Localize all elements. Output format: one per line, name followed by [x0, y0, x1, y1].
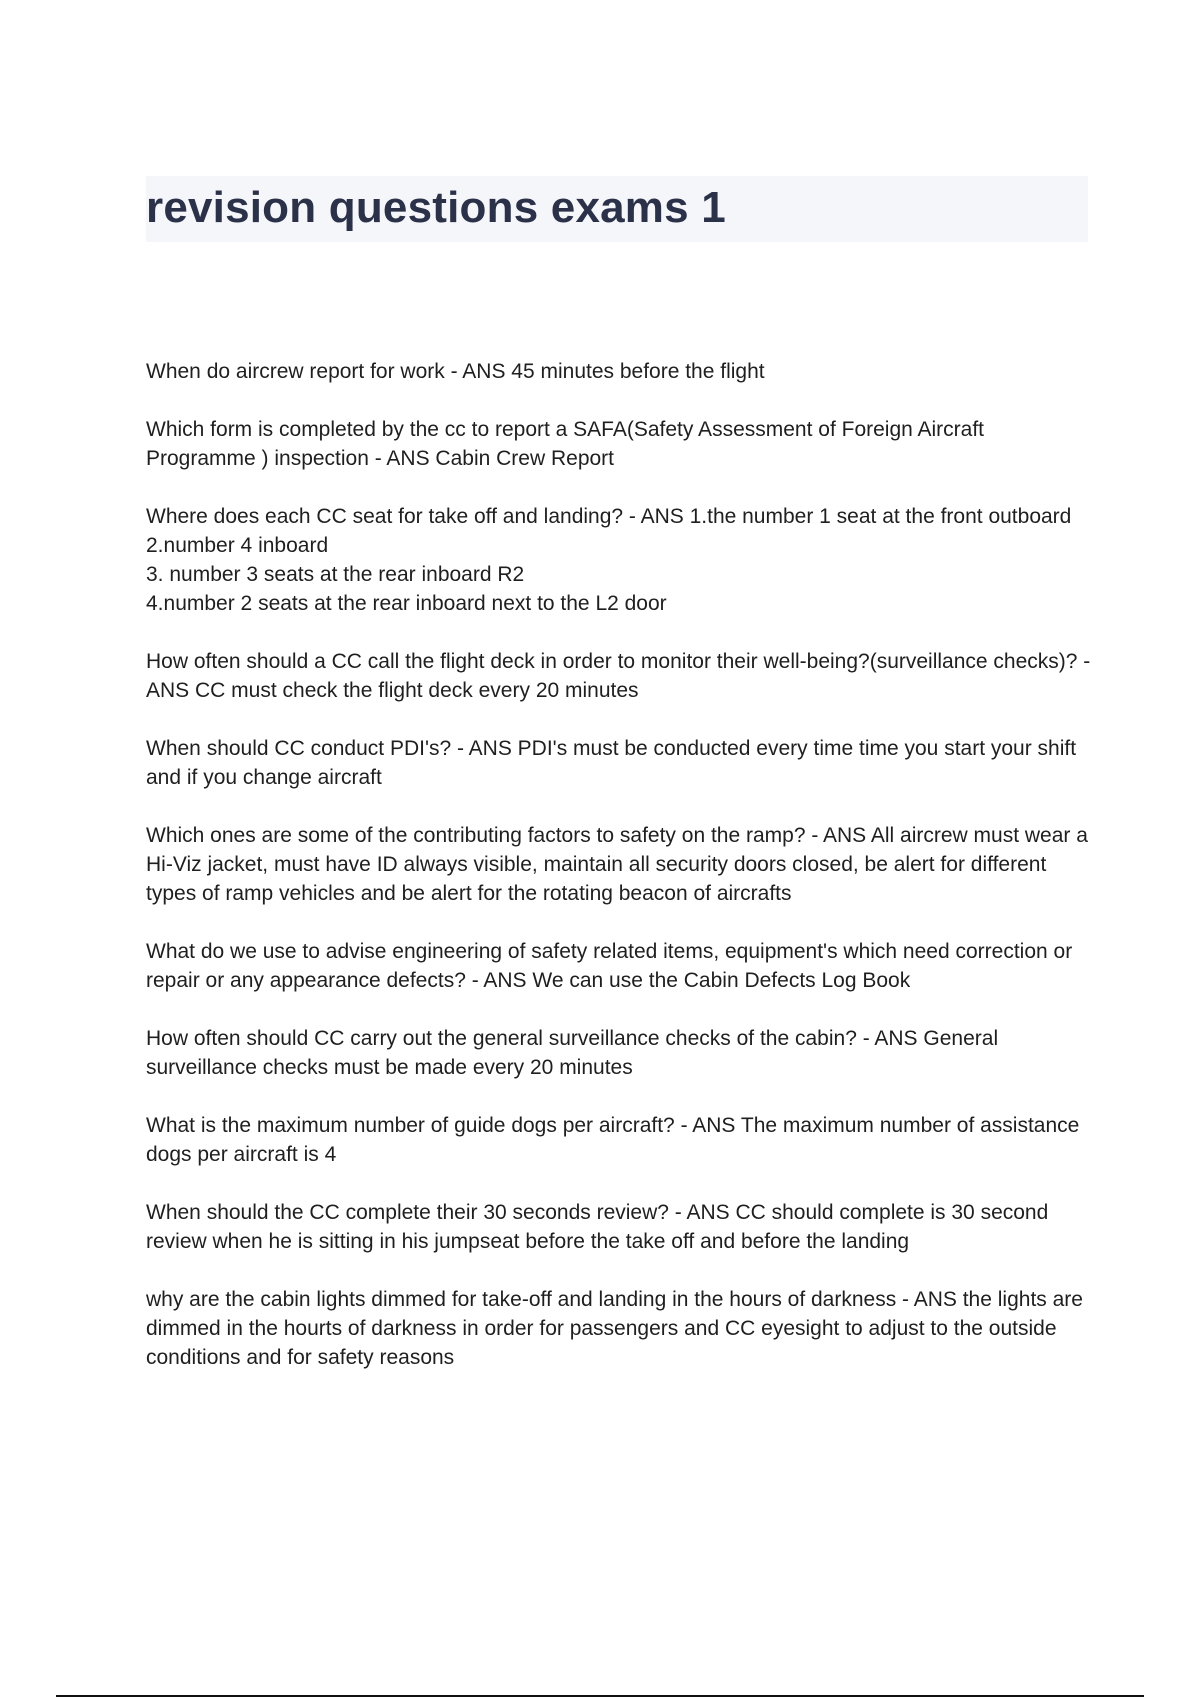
qa-item: Which ones are some of the contributing factors to safety on the ramp? - ANS All aircrew must wear a Hi-Viz jacket, must have ID always visible, maintain all security doors closed, be alert for different types of ramp vehicles and be alert for the rotating beacon of aircrafts [146, 824, 1088, 905]
qa-item: When should the CC complete their 30 seconds review? - ANS CC should complete is 30 second review when he is sitting in his jumpseat before the take off and before the landing [146, 1201, 1049, 1253]
qa-item: What is the maximum number of guide dogs per aircraft? - ANS The maximum number of assistance dogs per aircraft is 4 [146, 1114, 1080, 1166]
qa-item: What do we use to advise engineering of safety related items, equipment's which need correction or repair or any appearance defects? - ANS We can use the Cabin Defects Log Book [146, 940, 1073, 992]
qa-item: Which form is completed by the cc to report a SAFA(Safety Assessment of Foreign Aircraft Programme ) inspection - ANS Cabin Crew Report [146, 418, 985, 470]
qa-item: When do aircrew report for work - ANS 45 minutes before the flight [146, 360, 765, 383]
qa-item: why are the cabin lights dimmed for take-off and landing in the hours of darkness - ANS the lights are dimmed in the hourts of darkness in order for passengers and CC eyesight to adjust to the outside conditions and for safety reasons [146, 1288, 1083, 1369]
qa-item: How often should a CC call the flight deck in order to monitor their well-being?(surveillance checks)? - ANS CC must check the flight deck every 20 minutes [146, 650, 1091, 702]
document-title: revision questions exams 1 [146, 183, 726, 232]
qa-list [146, 357, 1096, 1401]
qa-item: When should CC conduct PDI's? - ANS PDI's must be conducted every time time you start your shift and if you change aircraft [146, 737, 1077, 789]
qa-item: Where does each CC seat for take off and landing? - ANS 1.the number 1 seat at the front outboard 2.number 4 inboard 3. number 3 seats at the rear inboard R2 4.number 2 seats at the rear inboard next to the L2 door [146, 505, 1072, 615]
qa-item: How often should CC carry out the general surveillance checks of the cabin? - ANS General surveillance checks must be made every 20 minutes [146, 1027, 999, 1079]
footer-rule [56, 1695, 1144, 1697]
